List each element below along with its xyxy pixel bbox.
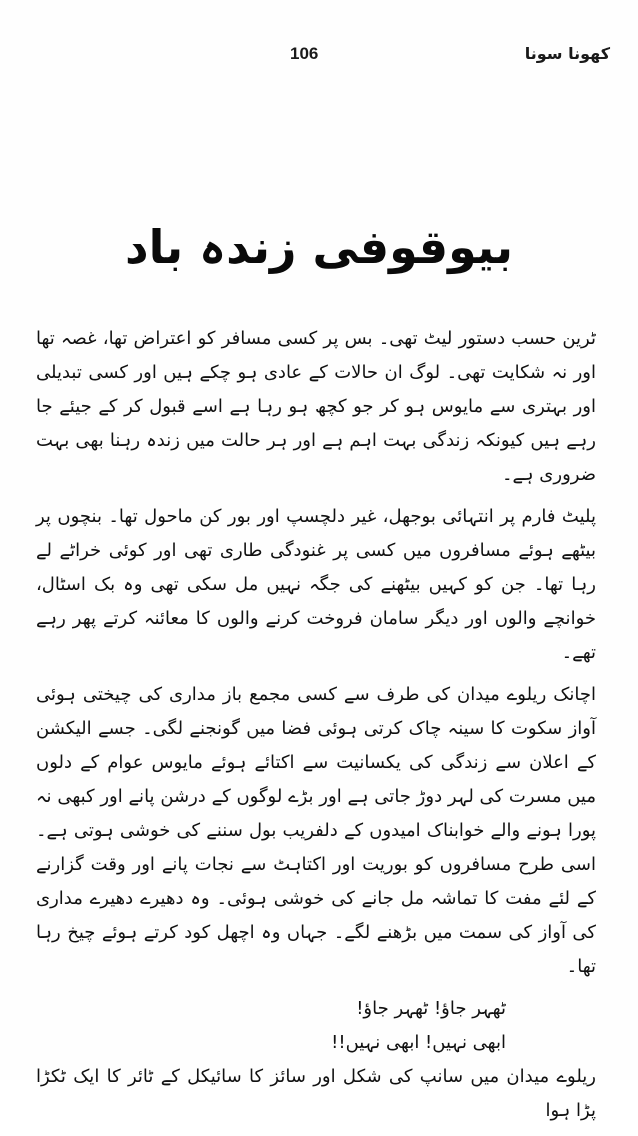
- paragraph-2: پلیٹ فارم پر انتہائی بوجھل، غیر دلچسپ اور بور کن ماحول تھا۔ بنچوں پر بیٹھے ہوئے مسافروں میں کسی پر غنودگی طاری تھی اور کوئی خراٹے لے رہا تھا۔ جن کو کہیں بیٹھنے کی جگہ نہیں مل سکی تھی وہ بک اسٹال، خوانچے والوں اور دیگر سامان فروخت کرنے والوں کا معائنہ کرتے پھر رہے تھے۔: [36, 506, 596, 663]
- verse-line-1: ٹھہر جاؤ! ٹھہر جاؤ!: [356, 998, 506, 1019]
- closing-line: ریلوے میدان میں سانپ کی شکل اور سائز کا سائیکل کے ٹائر کا ایک ٹکڑا پڑا ہوا: [36, 1066, 596, 1121]
- page-number: 106: [290, 44, 319, 63]
- running-title: کھونا سونا: [524, 44, 610, 63]
- page-header: [0, 44, 638, 74]
- chapter-title: بیوقوفی زندہ باد: [125, 220, 513, 274]
- paragraph-3: اچانک ریلوے میدان کی طرف سے کسی مجمع باز مداری کی چیختی ہوئی آواز سکوت کا سینہ چاک کرتی ہوئی فضا میں گونجنے لگی۔ جسے الیکشن کے اعلان سے زندگی کی یکسانیت سے اکتائے ہوئے مایوس عوام کے دلوں میں مسرت کی لہر دوڑ جاتی ہے اور بڑے لوگوں کے درشن پانے اور کبھی نہ پورا ہونے والے خوابناک امیدوں کے دلفریب بول سننے کی خوشی ہوتی ہے۔ اسی طرح مسافروں کو بوریت اور اکتاہٹ سے نجات پانے اور وقت گزارنے کے لئے مفت کا تماشہ مل جانے کی خوشی ہوئی۔ وہ دھیرے دھیرے مداری کی آواز کی سمت میں بڑھنے لگے۔ جہاں وہ اچھل کود کرتے ہوئے چیخ رہا تھا۔: [36, 684, 596, 977]
- verse-line-2: ابھی نہیں! ابھی نہیں!!: [331, 1032, 506, 1053]
- paragraph-1: ٹرین حسب دستور لیٹ تھی۔ بس پر کسی مسافر کو اعتراض تھا، غصہ تھا اور نہ شکایت تھی۔ لوگ ان حالات کے عادی ہو چکے ہیں اور کسی تبدیلی اور بہتری سے مایوس ہو کر جو کچھ ہو رہا ہے اسے قبول کر کے جیئے جا رہے ہیں کیونکہ زندگی بہت اہم ہے اور ہر حالت میں زندہ رہنا بھی بہت ضروری ہے۔: [36, 328, 596, 485]
- body-text: [36, 322, 596, 1136]
